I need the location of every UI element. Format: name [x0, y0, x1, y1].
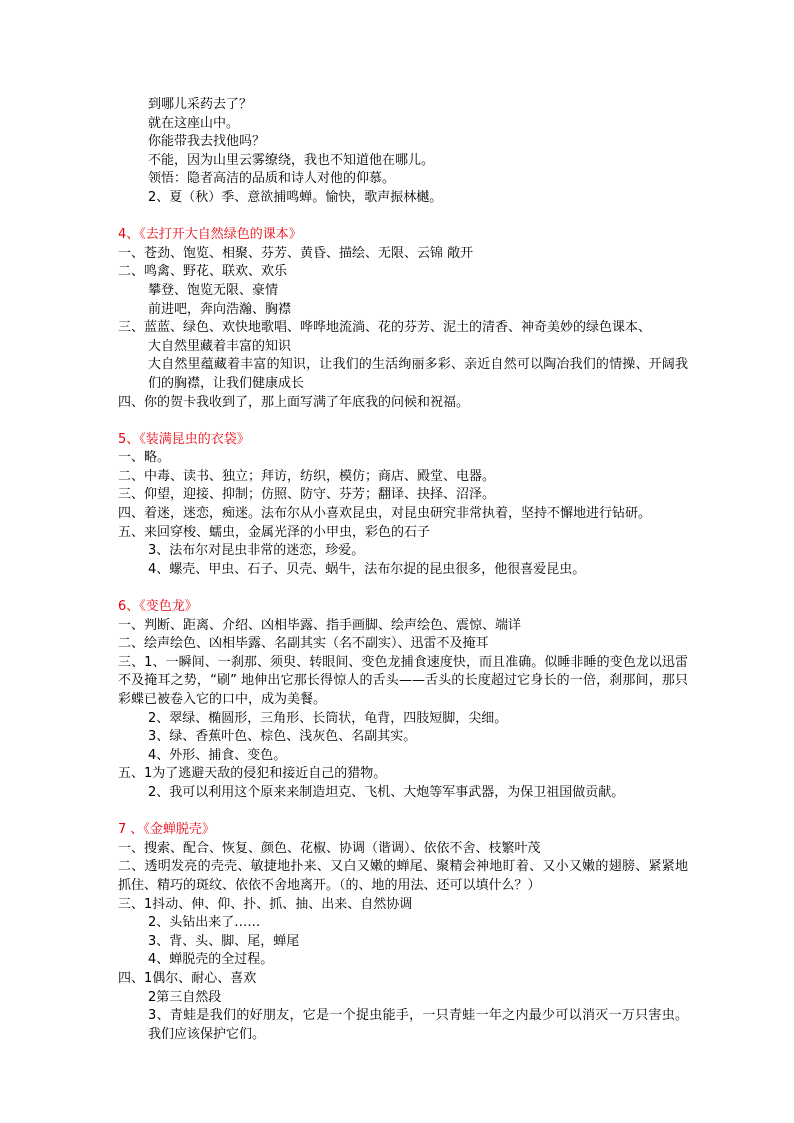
text-line: 二、鸣禽、野花、联欢、欢乐: [118, 264, 288, 280]
text-line: 就在这座山中。: [148, 115, 240, 131]
text-line: 一、搜索、配合、恢复、颜色、花椒、协调（谐调）、依依不舍、枝繁叶茂: [118, 840, 541, 856]
lesson-section: [118, 598, 688, 803]
text-line: 二、中毒、读书、独立；拜访，纺织，模仿；商店、殿堂、电器。: [118, 468, 496, 484]
text-line: 四、着迷，迷恋，痴迷。法布尔从小喜欢昆虫，对昆虫研究非常执着，坚持不懈地进行钻研。: [118, 506, 652, 522]
text-line: 五、1为了逃避天敌的侵犯和接近自己的猎物。: [118, 766, 387, 782]
text-line: 2第三自然段: [148, 989, 222, 1005]
text-line: 大自然里藏着丰富的知识: [148, 338, 292, 354]
section-spacer: [118, 412, 688, 431]
text-line: 攀登、饱览无限、豪情: [148, 282, 279, 298]
section-spacer: [118, 803, 688, 822]
text-line: 三、1抖动、伸、仰、扑、抓、抽、出来、自然协调: [118, 896, 413, 912]
text-line: 4、螺壳、甲虫、石子、贝壳、蜗牛，法布尔捉的昆虫很多，他很喜爱昆虫。: [148, 561, 586, 577]
text-line: 2、我可以利用这个原来来制造坦克、飞机、大炮等军事武器，为保卫祖国做贡献。: [148, 784, 625, 800]
text-line: 三、蓝蓝、绿色、欢快地歌唱、哗哗地流淌、花的芬芳、泥土的清香、神奇美妙的绿色课本、: [118, 320, 652, 336]
text-line: 不能，因为山里云雾缭绕，我也不知道他在哪儿。: [148, 152, 435, 168]
text-line: 四、1偶尔、耐心、喜欢: [118, 970, 257, 986]
text-line: 大自然里蕴藏着丰富的知识，让我们的生活绚丽多彩、亲近自然可以陶冶我们的情操、开阔我们的胸襟，让我们健康成长: [148, 357, 688, 391]
text-line: 五、来回穿梭、蠕虫，金属光泽的小甲虫，彩色的石子: [118, 524, 431, 540]
text-line: 一、判断、距离、介绍、凶相毕露、指手画脚、绘声绘色、震惊、端详: [118, 617, 522, 633]
text-line: 一、苍劲、饱览、相聚、芬芳、黄昏、描绘、无限、云锦 敞开: [118, 245, 474, 261]
section-spacer: [118, 579, 688, 598]
text-line: 你能带我去找他吗？: [148, 134, 266, 150]
text-line: 3、背、头、脚、尾，蝉尾: [148, 933, 300, 949]
intro-block: [118, 96, 688, 208]
text-line: 二、绘声绘色、凶相毕露、名副其实（名不副实）、迅雷不及掩耳: [118, 636, 489, 652]
text-line: 到哪儿采药去了？: [148, 97, 253, 112]
text-line: 2、翠绿、椭圆形，三角形、长筒状，龟背，四肢短脚，尖细。: [148, 710, 508, 726]
text-line: 3、法布尔对昆虫非常的迷恋，珍爱。: [148, 543, 365, 559]
text-line: 2、夏（秋）季、意欲捕鸣蝉。愉快，歌声振林樾。: [148, 189, 443, 205]
text-line: 三、1、一瞬间、一刹那、须臾、转眼间、变色龙捕食速度快，而且准确。似睡非睡的变色龙以迅雷不及掩耳之势，“刷” 地伸出它那长得惊人的舌头——舌头的长度超过它身长的一倍，刹那间，那只彩蝶已被卷入它的口中，成为美餐。: [118, 654, 688, 707]
text-line: 领悟：隐者高洁的品质和诗人对他的仰慕。: [148, 171, 396, 187]
text-line: 4、外形、捕食、变色。: [148, 747, 287, 763]
lesson-section: [118, 431, 688, 580]
text-line: 4、蝉脱壳的全过程。: [148, 952, 274, 968]
document-body: [118, 96, 688, 1044]
text-line: 前进吧，奔向浩瀚、胸襟: [148, 301, 292, 317]
lesson-section: [118, 226, 688, 412]
text-line: 3、绿、香蕉叶色、棕色、浅灰色、名副其实。: [148, 729, 417, 745]
section-title: 6、《变色龙》: [118, 599, 198, 615]
text-line: 3、青蛙是我们的好朋友，它是一个捉虫能手，一只青蛙一年之内最少可以消灭一万只害虫。我们应该保护它们。: [148, 1008, 688, 1042]
text-line: 2、头钻出来了……: [148, 915, 261, 931]
text-line: 二、透明发亮的壳壳、敏捷地扑来、又白又嫩的蝉尾、聚精会神地盯着、又小又嫩的翅膀、紧紧地抓住、精巧的斑纹、依依不舍地离开。（的、地的用法、还可以填什么？）: [118, 859, 688, 893]
section-spacer: [118, 208, 688, 227]
text-line: 四、你的贺卡我收到了，那上面写满了年底我的问候和祝福。: [118, 394, 470, 410]
section-title: 4、《去打开大自然绿色的课本》: [118, 227, 302, 243]
section-title: 7 、《金蝉脱壳》: [118, 822, 215, 838]
sections: [118, 208, 688, 1045]
text-line: 三、仰望，迎接、抑制；仿照、防守、芬芳；翻译、抉择、沼泽。: [118, 487, 496, 503]
lesson-section: [118, 821, 688, 1044]
section-title: 5、《装满昆虫的衣袋》: [118, 431, 250, 447]
text-line: 一、略。: [118, 450, 171, 466]
